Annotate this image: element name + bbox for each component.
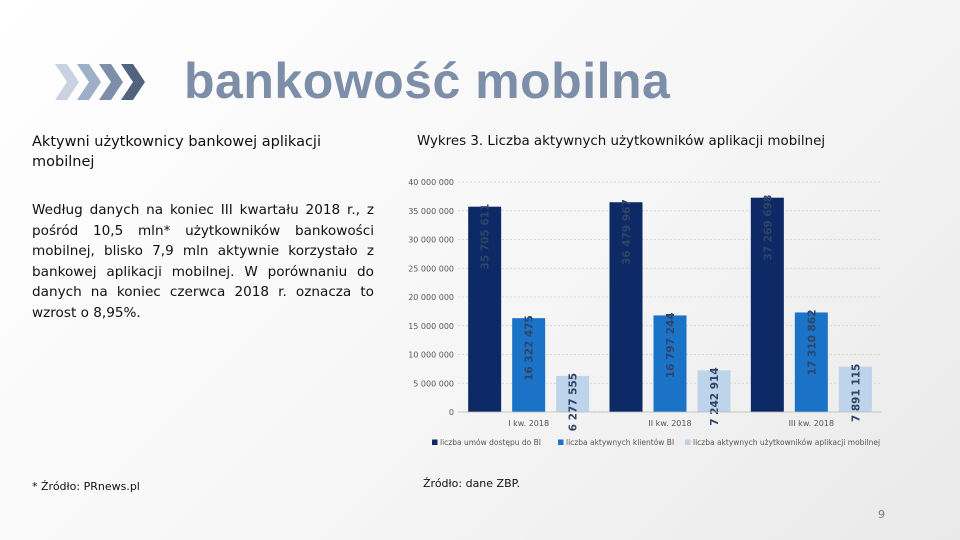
legend-swatch bbox=[432, 440, 438, 446]
y-tick-label: 15 000 000 bbox=[408, 321, 454, 331]
y-tick-label: 30 000 000 bbox=[408, 235, 454, 245]
page-number: 9 bbox=[878, 508, 885, 521]
legend-swatch bbox=[558, 440, 564, 446]
y-tick-label: 0 bbox=[448, 408, 454, 417]
data-label: 35 705 611 bbox=[479, 203, 492, 270]
body-paragraph: Według danych na koniec III kwartału 2018 r., z pośród 10,5 mln* użytkowników bankowości mobilnej, blisko 7,9 mln aktywnie korzystało z bankowej aplikacji mobilnej. W porównaniu do danych na koniec czerwca 2018 r. oznacza to wzrost o 8,95%. bbox=[32, 202, 374, 321]
chart-title: Wykres 3. Liczba aktywnych użytkowników aplikacji mobilnej bbox=[417, 134, 826, 149]
legend-label: liczba aktywnych użytkowników aplikacji mobilnej bbox=[693, 438, 881, 447]
y-tick-label: 5 000 000 bbox=[413, 379, 454, 389]
data-label: 36 479 967 bbox=[621, 199, 633, 266]
legend-label: liczba umów dostępu do BI bbox=[440, 438, 541, 447]
y-tick-label: 25 000 000 bbox=[408, 264, 454, 274]
y-tick-label: 35 000 000 bbox=[408, 206, 454, 216]
data-label: 6 277 555 bbox=[567, 372, 580, 432]
chevrons-right-icon bbox=[55, 60, 150, 104]
x-tick-label: II kw. 2018 bbox=[648, 419, 692, 428]
legend-label: liczba aktywnych klientów BI bbox=[566, 438, 675, 447]
y-tick-label: 20 000 000 bbox=[408, 293, 454, 302]
data-label: 37 269 698 bbox=[762, 194, 775, 261]
data-label: 7 891 115 bbox=[850, 363, 863, 423]
legend-swatch bbox=[685, 440, 691, 446]
x-tick-label: I kw. 2018 bbox=[508, 419, 550, 428]
data-label: 17 310 862 bbox=[806, 309, 819, 376]
slide-subtitle: Aktywni użytkownicy bankowej aplikacji mobilnej bbox=[32, 134, 321, 170]
source-note-right: Źródło: dane ZBP. bbox=[423, 477, 521, 490]
data-label: 7 242 914 bbox=[709, 367, 721, 426]
data-label: 16 797 244 bbox=[665, 312, 677, 379]
y-tick-label: 40 000 000 bbox=[408, 178, 454, 187]
source-note-left: * Źródło: PRnews.pl bbox=[32, 480, 140, 493]
bar-chart bbox=[400, 170, 890, 460]
x-tick-label: III kw. 2018 bbox=[788, 419, 835, 428]
slide-title: bankowość mobilna bbox=[184, 53, 671, 109]
data-label: 16 322 475 bbox=[523, 315, 536, 381]
y-tick-label: 10 000 000 bbox=[408, 350, 454, 360]
